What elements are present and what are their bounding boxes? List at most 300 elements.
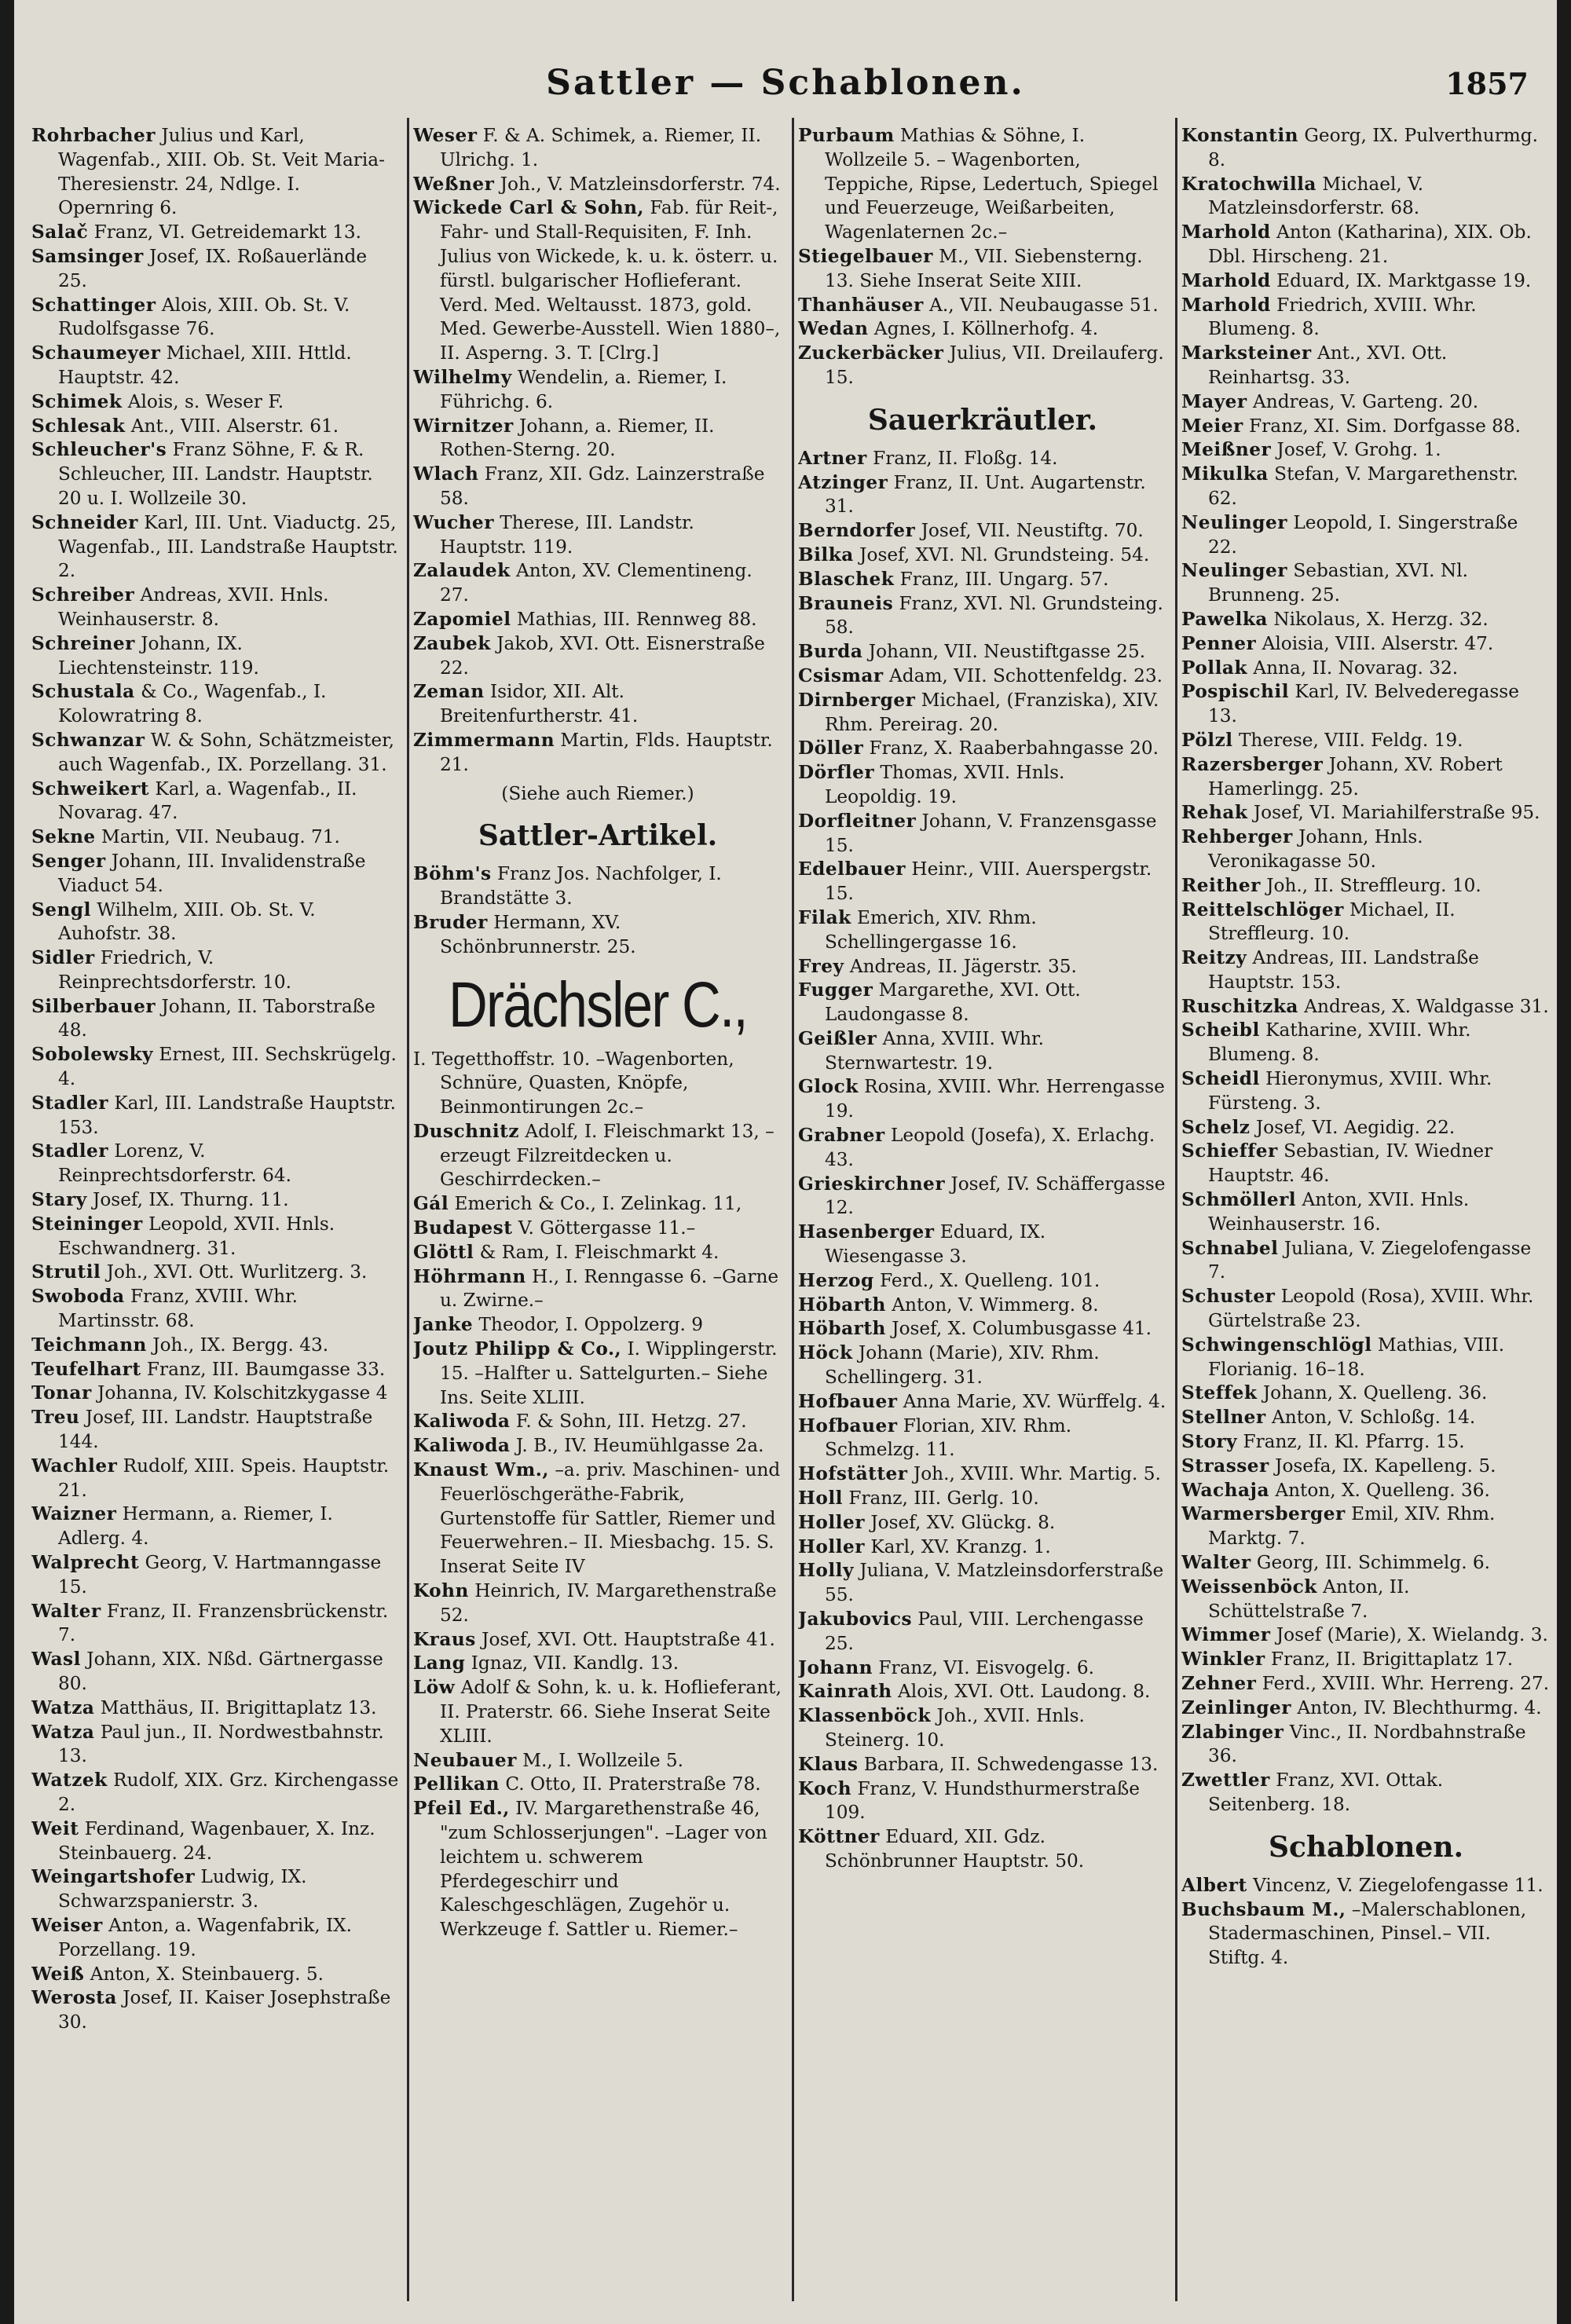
entry-details: Agnes, I. Köllnerhofg. 4. [868, 318, 1099, 340]
entry-details: Sebastian, IV. Wiedner Hauptstr. 46. [1208, 1140, 1493, 1187]
entry-name: Höbarth [798, 1318, 886, 1340]
entry-details: Ignaz, VII. Kandlg. 13. [465, 1652, 679, 1674]
entry-details: Martin, Flds. Hauptstr. 21. [440, 729, 773, 775]
entry-name: Berndorfer [798, 520, 916, 542]
entry-name: Zeinlinger [1181, 1696, 1292, 1718]
directory-entry [798, 1511, 1167, 1535]
entry-name: Wirnitzer [413, 415, 514, 437]
directory-entry [1181, 1430, 1551, 1455]
entry-details: Therese, VIII. Feldg. 19. [1232, 729, 1463, 751]
directory-entry [413, 1797, 782, 1942]
entry-details: Josef, VI. Aegidig. 22. [1250, 1116, 1456, 1138]
directory-entry [413, 632, 782, 681]
directory-entry [1181, 1116, 1551, 1140]
entry-details: Hieronymus, XVIII. Whr. Fürsteng. 3. [1208, 1068, 1492, 1114]
entry-name: Kraus [413, 1628, 476, 1650]
directory-entry [1181, 511, 1551, 560]
directory-entry [413, 1628, 782, 1652]
directory-entry [31, 1140, 401, 1188]
entry-name: Strutil [31, 1261, 101, 1283]
directory-entry [1181, 1455, 1551, 1479]
directory-entry [798, 447, 1167, 471]
directory-entry [31, 1502, 401, 1551]
entry-name: Weser [413, 125, 478, 146]
entry-name: Hasenberger [798, 1221, 935, 1243]
directory-entry [798, 1173, 1167, 1221]
entry-details: Andreas, V. Garteng. 20. [1247, 390, 1479, 412]
entry-name: Marhold [1181, 269, 1271, 291]
entry-name: Neubauer [413, 1749, 517, 1771]
entry-name: Schimek [31, 390, 123, 412]
directory-entry [1181, 415, 1551, 439]
directory-entry [413, 1749, 782, 1773]
entry-name: Schweikert [31, 778, 149, 800]
entry-details: Franz, II. Brigittaplatz 17. [1265, 1649, 1514, 1671]
directory-entry [31, 1721, 401, 1770]
entry-name: Weingartshofer [31, 1866, 196, 1888]
directory-entry [1181, 1479, 1551, 1503]
entry-name: Zwettler [1181, 1770, 1270, 1791]
directory-entry [798, 568, 1167, 592]
directory-entry [798, 519, 1167, 543]
directory-entry [31, 1334, 401, 1358]
directory-entry [1181, 1285, 1551, 1334]
entry-details: Isidor, XII. Alt. Breitenfurtherstr. 41. [440, 681, 639, 727]
directory-entry [31, 1986, 401, 2035]
page-header [14, 55, 1557, 118]
entry-name: Schreiber [31, 584, 135, 606]
entry-details: Mathias, VIII. Florianig. 16–18. [1208, 1334, 1505, 1380]
entry-name: Wimmer [1181, 1624, 1271, 1646]
directory-entry [413, 1410, 782, 1434]
directory-entry [798, 1317, 1167, 1341]
entry-details: Franz, III. Baumgasse 33. [141, 1358, 386, 1380]
entry-name: Neulinger [1181, 560, 1287, 582]
entry-name: Grieskirchner [798, 1173, 946, 1195]
entry-details: Therese, III. Landstr. Hauptstr. 119. [440, 511, 694, 558]
directory-entry [31, 124, 401, 221]
entry-details: Johann, V. Franzensgasse 15. [825, 810, 1157, 856]
entry-details: Georg, IX. Pulverthurmg. 8. [1208, 125, 1538, 170]
directory-entry [413, 862, 782, 911]
entry-details: Karl, a. Wagenfab., II. Novarag. 47. [58, 778, 357, 824]
entry-name: Hofbauer [798, 1390, 898, 1412]
entry-name: Csismar [798, 664, 884, 686]
running-title: Sattler — Schablonen. [546, 63, 1025, 103]
entry-details: Alois, XIII. Ob. St. V. Rudolfsgasse 76. [58, 294, 350, 340]
directory-entry [1181, 1334, 1551, 1382]
directory-entry [1181, 269, 1551, 294]
entry-name: Gál [413, 1193, 449, 1215]
entry-name: Dirnberger [798, 689, 916, 711]
entry-details: C. Otto, II. Praterstraße 78. [499, 1773, 761, 1795]
section-heading: Schablonen. [1268, 1830, 1464, 1864]
directory-entry [1181, 1874, 1551, 1898]
entry-details: Josef, V. Grohg. 1. [1271, 439, 1441, 461]
entry-details: –Malerschablonen, Stadermaschinen, Pinsel.– VII. Stiftg. 4. [1208, 1898, 1527, 1969]
directory-entry [798, 1535, 1167, 1560]
entry-details: Josef, II. Kaiser Josephstraße 30. [58, 1987, 391, 2033]
directory-entry [413, 1338, 782, 1410]
entry-name: Walter [1181, 1552, 1251, 1574]
directory-entry [798, 1462, 1167, 1487]
entry-details: Heinrich, IV. Margarethenstraße 52. [440, 1580, 777, 1626]
entry-name: Penner [1181, 632, 1257, 654]
entry-details: Ferd., XVIII. Whr. Herreng. 27. [1256, 1673, 1550, 1694]
entry-details: Karl, III. Landstraße Hauptstr. 153. [58, 1092, 396, 1138]
entry-details: Franz, XVIII. Whr. Martinsstr. 68. [58, 1286, 298, 1332]
directory-entry [798, 342, 1167, 390]
directory-entry [798, 543, 1167, 568]
entry-details: Johann (Marie), XIV. Rhm. Schellingerg. 31. [825, 1342, 1100, 1389]
column-4 [1181, 124, 1551, 2315]
entry-details: W. & Sohn, Schätzmeister, auch Wagenfab., IX. Porzellang. 31. [58, 729, 394, 775]
directory-entry [31, 1261, 401, 1285]
entry-details: Joh., V. Matzleinsdorferstr. 74. [494, 173, 781, 195]
entry-name: Bruder [413, 911, 488, 933]
entry-details: Joh., II. Streffleurg. 10. [1260, 874, 1481, 896]
entry-details: Leopold (Josefa), X. Erlachg. 43. [825, 1125, 1155, 1170]
entry-name: Koch [798, 1777, 852, 1799]
entry-name: Weiser [31, 1914, 103, 1936]
entry-details: Johann, Hnls. Veronikagasse 50. [1208, 826, 1423, 872]
entry-details: Rudolf, XIX. Grz. Kirchengasse 2. [58, 1770, 399, 1815]
entry-details: Franz, XII. Gdz. Lainzerstraße 58. [440, 463, 765, 509]
directory-entry [413, 1652, 782, 1676]
directory-entry [1181, 1898, 1551, 1971]
entry-name: Teufelhart [31, 1358, 141, 1380]
directory-entry [31, 1600, 401, 1649]
entry-name: Dörfler [798, 762, 875, 784]
directory-entry [413, 1434, 782, 1458]
entry-name: Stary [31, 1189, 87, 1211]
entry-details: Franz, III. Gerlg. 10. [843, 1488, 1039, 1510]
entry-name: Rehberger [1181, 826, 1293, 848]
directory-entry [31, 1285, 401, 1334]
entry-name: Grabner [798, 1125, 885, 1147]
directory-entry [413, 1579, 782, 1628]
entry-details: Georg, V. Hartmanngasse 15. [58, 1552, 382, 1598]
directory-entry [413, 1265, 782, 1314]
advertisement-heading: Drächsler C., [448, 968, 748, 1041]
directory-entry [798, 124, 1167, 245]
entry-name: Zehner [1181, 1673, 1257, 1694]
entry-details: Alois, s. Weser F. [122, 390, 284, 412]
entry-name: Döller [798, 737, 864, 759]
entry-name: Zaubek [413, 632, 491, 654]
entry-name: Wlach [413, 463, 479, 485]
directory-entry [31, 1648, 401, 1696]
entry-details: Thomas, XVII. Hnls. Leopoldig. 19. [825, 762, 1065, 807]
directory-entry [31, 1817, 401, 1866]
entry-details: Matthäus, II. Brigittaplatz 13. [94, 1696, 377, 1718]
entry-name: Frey [798, 955, 844, 977]
entry-name: Pfeil Ed., [413, 1798, 510, 1820]
entry-name: Sobolewsky [31, 1044, 154, 1066]
entry-name: Warmersberger [1181, 1503, 1346, 1525]
entry-name: Reittelschlöger [1181, 898, 1344, 920]
directory-entry [798, 664, 1167, 689]
entry-name: Schaumeyer [31, 342, 161, 364]
entry-details: Anton, V. Schloßg. 14. [1265, 1407, 1476, 1429]
column-divider [1175, 118, 1177, 2301]
directory-entry [31, 946, 401, 995]
directory-entry [31, 1455, 401, 1503]
entry-details: V. Göttergasse 11.– [512, 1217, 696, 1239]
entry-name: Schustala [31, 681, 135, 703]
entry-name: Walprecht [31, 1552, 140, 1574]
entry-name: Artner [798, 447, 867, 469]
directory-entry [1181, 657, 1551, 681]
entry-details: Paul, VIII. Lerchengasse 25. [825, 1609, 1144, 1654]
entry-details: Anton, XVII. Hnls. Weinhauserstr. 16. [1208, 1189, 1470, 1235]
entry-details: Mathias & Söhne, I. Wollzeile 5. – Wagenborten, Teppiche, Ripse, Ledertuch, Spiegel und Feuerzeuge, Weißarbeiten, Wagenlaternen 2c.– [825, 125, 1159, 243]
entry-name: Schieffer [1181, 1140, 1278, 1162]
directory-entry [798, 1027, 1167, 1076]
entry-name: Brauneis [798, 592, 894, 614]
entry-name: Wachaja [1181, 1479, 1269, 1501]
directory-entry [413, 911, 782, 960]
entry-details: Michael, V. Matzleinsdorferstr. 68. [1208, 173, 1424, 219]
entry-name: Winkler [1181, 1649, 1265, 1671]
entry-name: Klaus [798, 1753, 859, 1775]
directory-entry [1181, 1551, 1551, 1576]
entry-name: Waizner [31, 1503, 117, 1525]
directory-entry [413, 1217, 782, 1241]
entry-name: Meißner [1181, 439, 1272, 461]
entry-name: Höck [798, 1342, 853, 1364]
directory-entry [1181, 874, 1551, 898]
entry-name: Marksteiner [1181, 342, 1312, 364]
entry-name: Schneider [31, 511, 138, 533]
entry-details: Josef (Marie), X. Wielandg. 3. [1270, 1624, 1548, 1646]
entry-details: Anton, II. Schüttelstraße 7. [1208, 1576, 1410, 1622]
directory-entry [31, 729, 401, 778]
entry-details: Vinc., II. Nordbahnstraße 36. [1208, 1721, 1526, 1767]
entry-details: M., VII. Siebensterng. 13. Siehe Inserat Seite XIII. [825, 245, 1143, 291]
entry-details: Eduard, IX. Wiesengasse 3. [825, 1221, 1046, 1268]
entry-name: Story [1181, 1431, 1238, 1453]
directory-entry [1181, 438, 1551, 463]
entry-details: Michael, XIII. Httld. Hauptstr. 42. [58, 342, 352, 388]
entry-name: Schwanzar [31, 729, 145, 751]
directory-entry [1181, 1576, 1551, 1624]
entry-name: Zapomiel [413, 608, 511, 630]
entry-name: Hofstätter [798, 1463, 908, 1485]
entry-details: Ant., XVI. Ott. Reinhartsg. 33. [1208, 342, 1448, 388]
entry-name: Dorfleitner [798, 810, 917, 832]
entry-name: Albert [1181, 1874, 1247, 1896]
directory-entry [798, 1608, 1167, 1656]
entry-name: Holl [798, 1488, 843, 1510]
entry-name: Mayer [1181, 390, 1247, 412]
directory-entry [31, 680, 401, 729]
directory-entry [1181, 1672, 1551, 1696]
entry-details: Adam, VII. Schottenfeldg. 23. [883, 664, 1163, 686]
directory-entry [31, 1963, 401, 1987]
directory-entry [31, 511, 401, 584]
entry-details: Wilhelm, XIII. Ob. St. V. Auhofstr. 38. [58, 898, 316, 945]
entry-details: Johann, a. Riemer, II. Rothen-Sterng. 20. [440, 415, 715, 461]
directory-entry [798, 955, 1167, 979]
entry-name: Samsinger [31, 245, 144, 267]
entry-name: Jakubovics [798, 1609, 913, 1630]
entry-details: Anton, V. Wimmerg. 8. [885, 1294, 1099, 1316]
entry-details: Anton (Katharina), XIX. Ob. Dbl. Hirscheng. 21. [1208, 221, 1532, 267]
entry-details: Franz, XVI. Ottak. Seitenberg. 18. [1208, 1770, 1444, 1815]
directory-entry [798, 471, 1167, 520]
directory-entry [413, 1241, 782, 1265]
entry-details: Adolf, I. Fleischmarkt 13, –erzeugt Filzreitdecken u. Geschirrdecken.– [440, 1120, 775, 1191]
directory-entry [31, 1551, 401, 1600]
entry-details: Franz, VI. Getreidemarkt 13. [88, 221, 362, 243]
cross-reference-note: (Siehe auch Riemer.) [501, 782, 694, 804]
entry-details: Michael, (Franziska), XIV. Rhm. Pereirag. 20. [825, 689, 1159, 735]
entry-name: Kaliwoda [413, 1411, 511, 1433]
entry-name: Kratochwilla [1181, 173, 1316, 195]
directory-entry [413, 1458, 782, 1579]
entry-details: Florian, XIV. Rhm. Schmelzg. 11. [825, 1415, 1072, 1461]
entry-name: Pölzl [1181, 729, 1233, 751]
column-1 [31, 124, 401, 2315]
entry-name: Pawelka [1181, 608, 1268, 630]
entry-details: Andreas, XVII. Hnls. Weinhauserstr. 8. [58, 584, 329, 630]
entry-details: Ferdinand, Wagenbauer, X. Inz. Steinbauerg. 24. [58, 1817, 375, 1864]
entry-name: Fugger [798, 979, 873, 1001]
entry-details: Alois, XVI. Ott. Laudong. 8. [892, 1681, 1151, 1703]
directory-entry [798, 640, 1167, 664]
directory-entry [798, 737, 1167, 761]
entry-name: Pollak [1181, 657, 1247, 679]
entry-name: Salač [31, 221, 89, 243]
directory-entry [798, 592, 1167, 641]
entry-name: Zeman [413, 681, 485, 703]
directory-entry [798, 1124, 1167, 1173]
entry-details: Emil, XIV. Rhm. Marktg. 7. [1208, 1503, 1496, 1550]
entry-details: Johann, VII. Neustiftgasse 25. [862, 641, 1146, 663]
entry-name: Swoboda [31, 1286, 125, 1308]
entry-name: Zalaudek [413, 560, 511, 582]
entry-details: Ant., VIII. Alserstr. 61. [125, 415, 339, 437]
directory-entry [1181, 608, 1551, 632]
directory-entry [1181, 1406, 1551, 1430]
entry-name: Scheibl [1181, 1019, 1260, 1041]
directory-entry [798, 1075, 1167, 1124]
entry-details: Barbara, II. Schwedengasse 13. [858, 1753, 1159, 1775]
directory-entry [413, 196, 782, 366]
entry-name: Lang [413, 1652, 466, 1674]
directory-entry [413, 1676, 782, 1748]
entry-details: Mathias, III. Rennweg 88. [511, 608, 757, 630]
entry-name: Stadler [31, 1092, 108, 1114]
entry-details: Franz, II. Unt. Augartenstr. 31. [825, 471, 1146, 518]
directory-entry [31, 632, 401, 681]
entry-name: Holler [798, 1535, 865, 1557]
entry-name: Schelz [1181, 1116, 1251, 1138]
entry-details: Katharine, XVIII. Whr. Blumeng. 8. [1208, 1019, 1471, 1066]
directory-entry [798, 1753, 1167, 1777]
entry-details: Juliana, V. Matzleinsdorferstraße 55. [825, 1560, 1164, 1606]
entry-name: Thanhäuser [798, 294, 924, 316]
entry-name: Tonar [31, 1382, 92, 1404]
entry-details: IV. Margarethenstraße 46, "zum Schlosserjungen". –Lager von leichtem u. schwerem Pferdegeschirr und Kaleschgeschlägen, Zugehör u. Werkzeuge f. Sattler u. Riemer.– [440, 1798, 767, 1941]
directory-entry [1181, 559, 1551, 608]
entry-details: Andreas, II. Jägerstr. 35. [844, 955, 1077, 977]
directory-entry [1181, 680, 1551, 729]
entry-name: Steffek [1181, 1382, 1258, 1404]
directory-entry [31, 995, 401, 1044]
directory-entry [1181, 1502, 1551, 1551]
entry-details: Franz, XI. Sim. Dorfgasse 88. [1243, 415, 1522, 437]
entry-name: Filak [798, 906, 851, 928]
entry-name: Teichmann [31, 1334, 147, 1356]
entry-name: Reitzy [1181, 947, 1247, 969]
entry-details: Anton, X. Steinbauerg. 5. [84, 1963, 324, 1985]
directory-page [14, 0, 1557, 2324]
entry-details: Johann, XV. Robert Hamerlingg. 25. [1208, 753, 1503, 800]
directory-entry [31, 1382, 401, 1406]
entry-name: Watza [31, 1696, 95, 1718]
entry-details: Josef, XV. Glückg. 8. [864, 1511, 1056, 1533]
entry-details: Joh., IX. Bergg. 43. [146, 1334, 329, 1356]
directory-entry [798, 1269, 1167, 1294]
section-heading: Sauerkräutler. [867, 403, 1098, 437]
entry-name: Steininger [31, 1213, 143, 1235]
entry-details: Anton, IV. Blechthurmg. 4. [1291, 1696, 1542, 1718]
entry-details: Franz Söhne, F. & R. Schleucher, III. Landstr. Hauptstr. 20 u. I. Wollzeile 30. [58, 439, 373, 509]
directory-entry [31, 245, 401, 294]
directory-entry [1181, 124, 1551, 173]
directory-entry [798, 1390, 1167, 1415]
directory-entry [31, 1213, 401, 1261]
entry-details: Lorenz, V. Reinprechtsdorferstr. 64. [58, 1140, 291, 1187]
entry-details: Hermann, a. Riemer, I. Adlerg. 4. [58, 1503, 333, 1550]
directory-entry [1181, 294, 1551, 342]
directory-entry [413, 559, 782, 608]
entry-details: Josef, XVI. Nl. Grundsteing. 54. [853, 543, 1150, 565]
entry-name: Schleucher's [31, 439, 167, 461]
entry-name: Konstantin [1181, 125, 1298, 146]
entry-details: Anton, X. Quelleng. 36. [1269, 1479, 1490, 1501]
entry-details: H., I. Renngasse 6. –Garne u. Zwirne.– [440, 1265, 779, 1312]
directory-entry [798, 1294, 1167, 1318]
entry-details: Johann, II. Taborstraße 48. [58, 995, 375, 1041]
directory-entry [1181, 173, 1551, 221]
entry-details: Josefa, IX. Kapelleng. 5. [1269, 1455, 1496, 1477]
directory-entry [798, 1656, 1167, 1681]
entry-name: Purbaum [798, 125, 895, 146]
entry-name: Stellner [1181, 1407, 1266, 1429]
entry-name: Wilhelmy [413, 366, 512, 388]
entry-name: Joutz Philipp & Co., [413, 1338, 622, 1360]
entry-details: Aloisia, VIII. Alserstr. 47. [1256, 632, 1494, 654]
entry-details: Josef, IX. Roßauerlände 25. [58, 245, 368, 291]
entry-name: Schuster [1181, 1286, 1276, 1308]
entry-details: Franz, II. Floßg. 14. [866, 447, 1058, 469]
entry-details: Andreas, III. Landstraße Hauptstr. 153. [1208, 947, 1479, 993]
entry-details: Theodor, I. Oppolzerg. 9 [473, 1314, 704, 1336]
entry-name: Schmöllerl [1181, 1189, 1297, 1211]
entry-details: Ludwig, IX. Schwarzspanierstr. 3. [58, 1866, 307, 1912]
directory-entry [1181, 753, 1551, 802]
directory-entry [31, 294, 401, 342]
directory-entry [798, 1487, 1167, 1511]
column-divider [792, 118, 794, 2301]
page-number: 1857 [1445, 66, 1529, 101]
directory-entry [798, 906, 1167, 955]
entry-name: Pospischil [1181, 681, 1290, 703]
entry-name: Budapest [413, 1217, 513, 1239]
